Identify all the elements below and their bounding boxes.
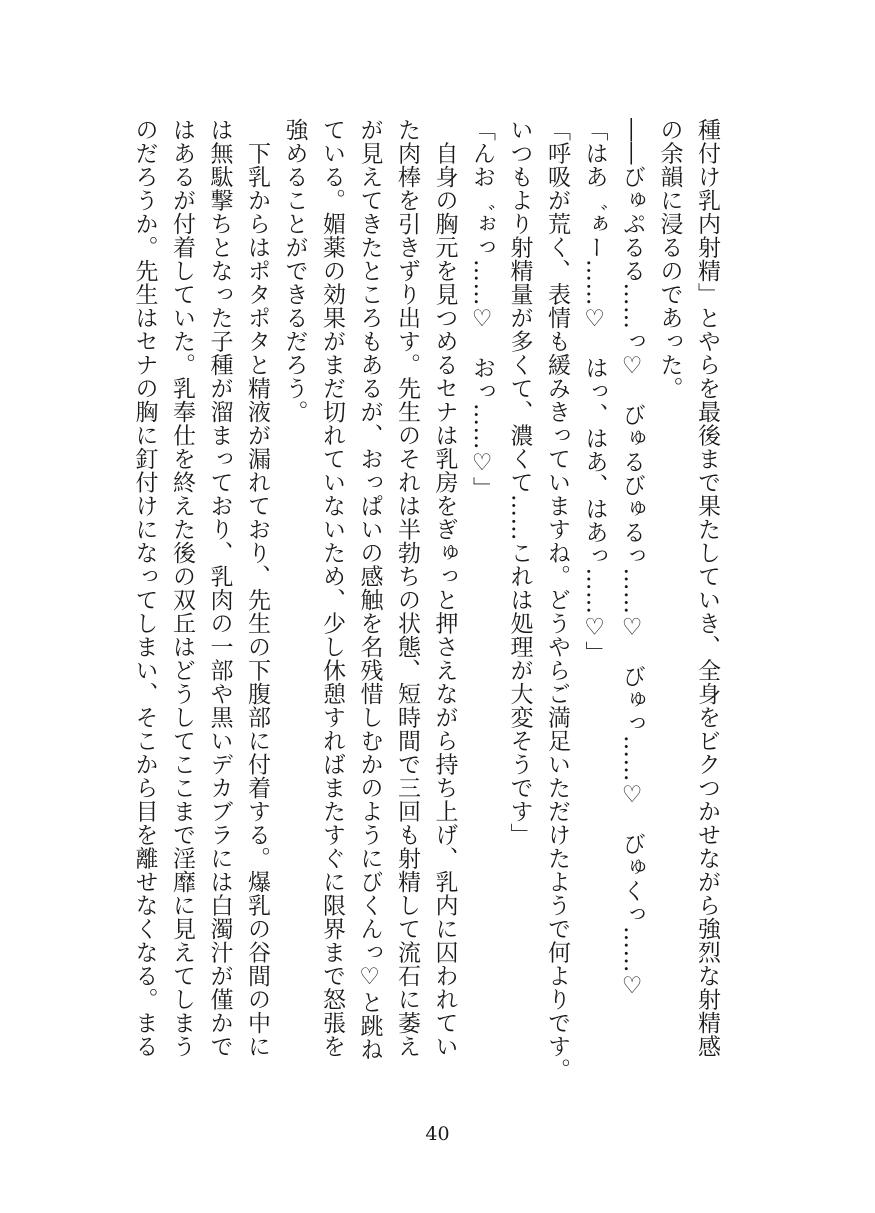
text-line: の余韻に浸るのであった。 [656,118,683,400]
text-line: 自身の胸元を見つめるセナは乳房をぎゅっと押さえながら持ち上げ、乳内に囚われてい [431,118,458,1058]
text-line: 「呼吸が荒く、表情も緩みきっていますね。どうやらご満足いただけたようで何よりです。 [544,118,570,1082]
text-line: た肉棒を引きずり出す。先生のそれは半勃ちの状態、短時間で三回も射精して流石に萎え [394,118,420,1058]
text-line: 下乳からはポタポタと精液が漏れており、先生の下腹部に付着する。爆乳の谷間の中に [244,118,270,1058]
page-number: 40 [425,1123,450,1145]
text-line: が見えてきたところもあるが、おっぱいの感触を名残惜しむかのようにびくんっ♡と跳ね [356,118,383,1061]
text-line: ――びゅぷるる……っ♡ びゅるびゅるっ……♡ びゅっ……♡ びゅくっ……♡ [619,118,645,1000]
text-line: 強めることができるだろう。 [281,118,308,424]
text-line: 「はあ゛ぁー……♡ はっ、はあ、はあっ……♡」 [581,118,608,665]
text-line: 種付け乳内射精」とやらを最後まで果たしていき、全身をビクつかせながら強烈な射精感 [694,118,720,1058]
text-line: は無駄撃ちとなった子種が溜まっており、乳肉の一部や黒いデカブラには白濁汁が僅かで [206,118,233,1058]
text-line: いつもより射精量が多くて、濃くて……これは処理が大変そうです」 [506,118,533,847]
text-line: 「んお゛ぉっ……♡ おっ……♡」 [469,118,495,500]
vertical-text-body [125,118,725,1108]
text-line: のだろうか。先生はセナの胸に釘付けになってしまい、そこから目を離せなくなる。まる [131,118,158,1058]
text-line: はあるが付着していた。乳奉仕を終えた後の双丘はどうしてここまで淫靡に見えてしまう [169,118,195,1058]
text-line: ている。媚薬の効果がまだ切れていないため、少し休憩すればまたすぐに限界まで怒張を [319,118,345,1058]
